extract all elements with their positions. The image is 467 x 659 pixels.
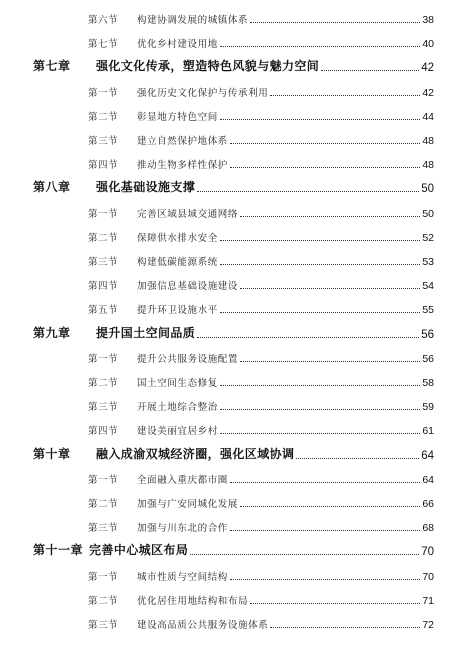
page-number: 68 [422, 522, 434, 535]
dot-leader [296, 458, 419, 459]
section-number: 第一节 [88, 353, 119, 365]
section-number: 第二节 [88, 378, 119, 389]
toc-section-entry[interactable] [0, 516, 467, 536]
toc-chapter-entry[interactable] [0, 540, 467, 560]
page-number: 70 [422, 570, 434, 583]
dot-leader [190, 554, 419, 555]
toc-section-entry[interactable] [0, 613, 467, 633]
page-number: 48 [422, 159, 434, 172]
dot-leader [220, 264, 421, 265]
toc-section-entry[interactable] [0, 468, 467, 488]
page-number: 56 [422, 352, 434, 365]
section-number: 第四节 [88, 426, 119, 438]
page-number: 40 [422, 38, 434, 51]
dot-leader [230, 482, 420, 483]
page-number: 52 [422, 231, 434, 244]
chapter-title: 融入成渝双城经济圈，强化区域协调 [96, 446, 295, 461]
toc-chapter-entry[interactable] [0, 323, 467, 343]
toc-section-entry[interactable] [0, 419, 467, 439]
section-title: 优化居住用地结构和布局 [137, 595, 249, 607]
section-title: 提升公共服务设施配置 [137, 353, 239, 365]
toc-section-entry[interactable] [0, 226, 467, 246]
dot-leader [240, 288, 420, 289]
section-title: 强化历史文化保护与传承利用 [137, 87, 269, 99]
page-number: 58 [422, 377, 434, 389]
toc-chapter-entry[interactable] [0, 56, 467, 76]
section-number: 第四节 [88, 160, 119, 172]
dot-leader [270, 627, 420, 628]
dot-leader [197, 337, 419, 338]
toc-section-entry[interactable] [0, 32, 467, 52]
section-title: 优化乡村建设用地 [137, 39, 218, 51]
section-title: 构建协调发展的城镇体系 [137, 15, 249, 26]
page-number: 71 [422, 594, 434, 607]
dot-leader [220, 433, 421, 434]
dot-leader [230, 143, 420, 144]
toc-section-entry[interactable] [0, 81, 467, 101]
section-number: 第一节 [88, 571, 119, 583]
page-number: 70 [421, 546, 434, 559]
toc-section-entry[interactable] [0, 274, 467, 294]
toc-section-entry[interactable] [0, 129, 467, 149]
page-number: 50 [421, 183, 434, 196]
section-number: 第三节 [88, 523, 119, 535]
chapter-title: 提升国土空间品质 [96, 325, 196, 340]
section-title: 加强信息基础设施建设 [137, 281, 239, 293]
chapter-number: 第九章 [33, 325, 71, 340]
section-title: 开展土地综合整治 [137, 402, 218, 414]
toc-section-entry[interactable] [0, 202, 467, 222]
section-number: 第三节 [88, 620, 119, 631]
section-number: 第七节 [88, 39, 119, 51]
dot-leader [230, 579, 420, 580]
dot-leader [230, 530, 420, 531]
section-title: 国土空间生态修复 [137, 378, 218, 389]
section-number: 第一节 [88, 87, 119, 99]
section-number: 第一节 [88, 208, 119, 220]
section-number: 第六节 [88, 15, 119, 26]
toc-section-entry[interactable] [0, 8, 467, 28]
toc-section-entry[interactable] [0, 105, 467, 125]
chapter-title: 强化文化传承，塑造特色风貌与魅力空间 [96, 59, 320, 74]
dot-leader [220, 409, 421, 410]
dot-leader [220, 240, 421, 241]
chapter-title: 强化基础设施支撑 [96, 180, 196, 195]
page-number: 42 [422, 86, 434, 99]
chapter-title: 完善中心城区布局 [89, 543, 189, 558]
dot-leader [250, 603, 420, 604]
page-number: 59 [422, 401, 434, 414]
dot-leader [250, 22, 420, 23]
toc-section-entry[interactable] [0, 153, 467, 173]
section-title: 城市性质与空间结构 [137, 571, 228, 583]
page-number: 50 [422, 207, 434, 220]
toc-chapter-entry[interactable] [0, 444, 467, 464]
toc-section-entry[interactable] [0, 565, 467, 585]
chapter-number: 第十章 [33, 446, 71, 461]
page-number: 56 [421, 328, 434, 341]
section-title: 完善区域县域交通网络 [137, 208, 239, 220]
section-title: 彰显地方特色空间 [137, 111, 218, 123]
section-title: 提升环卫设施水平 [137, 305, 218, 317]
section-title: 建立自然保护地体系 [137, 136, 228, 147]
dot-leader [197, 191, 419, 192]
section-number: 第二节 [88, 499, 119, 510]
toc-section-entry[interactable] [0, 589, 467, 609]
dot-leader [220, 46, 421, 47]
toc-section-entry[interactable] [0, 347, 467, 367]
page-number: 72 [422, 619, 434, 631]
dot-leader [240, 361, 420, 362]
page-number: 48 [422, 135, 434, 147]
section-number: 第三节 [88, 136, 119, 147]
page-number: 42 [421, 62, 434, 75]
section-title: 构建低碳能源系统 [137, 257, 218, 268]
page-number: 64 [422, 473, 434, 486]
page-number: 54 [422, 280, 434, 293]
dot-leader [220, 119, 421, 120]
page-number: 66 [422, 498, 434, 510]
dot-leader [270, 95, 420, 96]
dot-leader [240, 216, 420, 217]
page-number: 53 [422, 256, 434, 268]
page-number: 61 [422, 425, 434, 438]
section-number: 第一节 [88, 474, 119, 486]
section-number: 第五节 [88, 305, 119, 317]
section-title: 建设高品质公共服务设施体系 [137, 620, 269, 631]
dot-leader [230, 167, 420, 168]
chapter-number: 第八章 [33, 180, 71, 195]
dot-leader [240, 506, 420, 507]
page-number: 64 [421, 449, 434, 462]
page-number: 55 [422, 304, 434, 317]
toc-section-entry[interactable] [0, 395, 467, 415]
section-number: 第四节 [88, 281, 119, 293]
toc-section-entry[interactable] [0, 250, 467, 270]
dot-leader [220, 312, 421, 313]
section-title: 加强与川东北的合作 [137, 523, 228, 535]
section-title: 推动生物多样性保护 [137, 160, 228, 172]
chapter-number: 第七章 [33, 59, 71, 74]
toc-section-entry[interactable] [0, 371, 467, 391]
toc-section-entry[interactable] [0, 298, 467, 318]
section-title: 保障供水排水安全 [137, 232, 218, 244]
dot-leader [321, 70, 419, 71]
section-title: 全面融入重庆都市圈 [137, 474, 228, 486]
page-number: 44 [422, 110, 434, 123]
section-number: 第三节 [88, 402, 119, 414]
page-number: 38 [422, 14, 434, 26]
toc-chapter-entry[interactable] [0, 177, 467, 197]
section-title: 建设美丽宜居乡村 [137, 426, 218, 438]
section-number: 第二节 [88, 595, 119, 607]
section-number: 第二节 [88, 232, 119, 244]
section-number: 第三节 [88, 257, 119, 268]
section-title: 加强与广安同城化发展 [137, 499, 239, 510]
chapter-number: 第十一章 [33, 543, 84, 558]
toc-section-entry[interactable] [0, 492, 467, 512]
section-number: 第二节 [88, 111, 119, 123]
dot-leader [220, 385, 421, 386]
